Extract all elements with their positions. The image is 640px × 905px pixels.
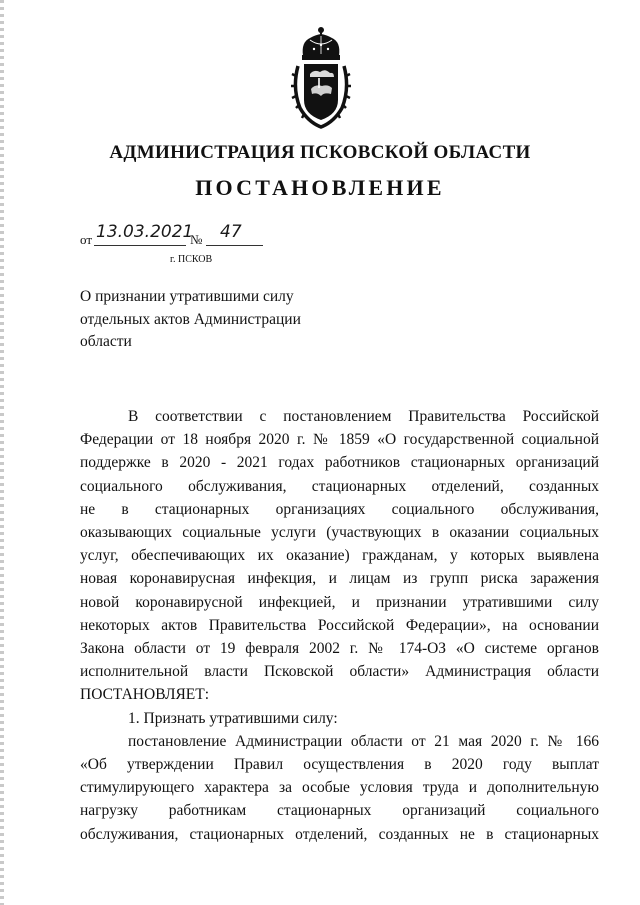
subject-line: О признании утратившими силу: [80, 288, 294, 305]
body-line: новой коронавирусной инфекцией, и признании утратившими силу: [80, 593, 599, 611]
date-prefix: от: [80, 232, 93, 247]
body-line: постановление Администрации области от 21 мая 2020 г. № 166: [128, 732, 599, 750]
body-line: некоторых актов Правительства Российской Федерации», на основании: [80, 616, 599, 634]
scan-edge-marks: [0, 0, 4, 905]
handwritten-date: 13.03.2021: [96, 222, 194, 242]
body-line: исполнительной власти Псковской области» Администрация области: [80, 663, 599, 681]
document-subject: [80, 286, 360, 354]
body-line: новая коронавирусная инфекция, и лицам из групп риска заражения: [80, 570, 599, 588]
number-prefix: №: [190, 232, 203, 247]
organization-name: АДМИНИСТРАЦИЯ ПСКОВСКОЙ ОБЛАСТИ: [109, 142, 531, 163]
body-line: Закона области от 19 февраля 2002 г. № 174-ОЗ «О системе органов: [80, 640, 599, 658]
coat-of-arms-icon: [290, 26, 352, 130]
subject-line: области: [80, 333, 132, 350]
document-type-title: ПОСТАНОВЛЕНИЕ: [195, 175, 445, 200]
body-line: оказывающих социальные услуги (участвующих в оказании социальных: [80, 524, 599, 542]
body-line: социального обслуживания, стационарных отделений, созданных: [80, 477, 599, 495]
date-underline: [94, 245, 186, 246]
body-line: В соответствии с постановлением Правительства Российской: [128, 408, 599, 425]
body-line: услуг, обеспечивающих их оказание) гражданам, у которых выявлена: [80, 547, 599, 565]
body-line: Федерации от 18 ноября 2020 г. № 1859 «О государственной социальной: [80, 431, 599, 449]
body-line: «Об утверждении Правил осуществления в 2020 году выплат: [80, 756, 599, 774]
body-line: не в стационарных организациях социального обслуживания,: [80, 500, 599, 518]
body-line: 1. Признать утратившими силу:: [128, 709, 338, 727]
document-body: [80, 405, 599, 846]
handwritten-number: 47: [220, 222, 242, 242]
body-line: нагрузку работникам стационарных организаций социального: [80, 802, 599, 820]
number-underline: [206, 245, 263, 246]
body-line: поддержке в 2020 - 2021 годах работников стационарных организаций: [80, 454, 599, 472]
subject-line: отдельных актов Администрации: [80, 310, 301, 328]
body-line: ПОСТАНОВЛЯЕТ:: [80, 686, 210, 704]
city-label: г. ПСКОВ: [170, 254, 213, 265]
body-line: стимулирующего характера за особые условия труда и дополнительную: [80, 779, 599, 797]
body-line: обслуживания, стационарных отделений, созданных не в стационарных: [80, 825, 599, 843]
